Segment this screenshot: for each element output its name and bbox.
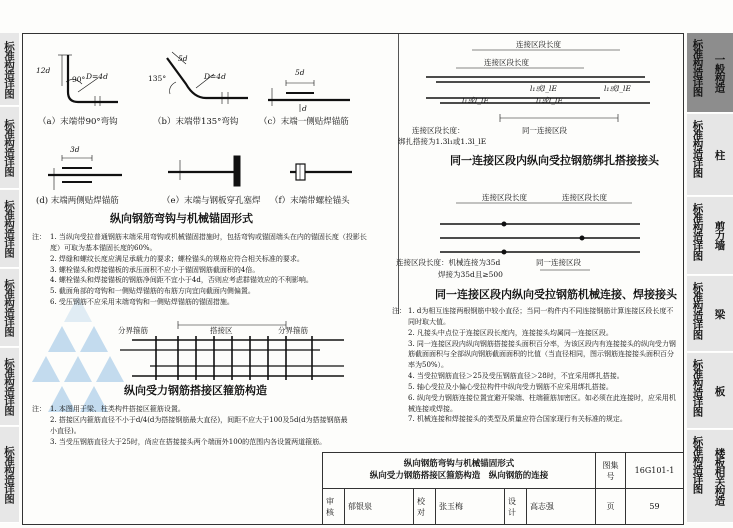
stirrup-note-item: 3. 当受压钢筋直径大于25时，尚应在搭接接头两个端面外100的范围内各设置两道箍筋。 [50,437,327,446]
mech-section-title: 同一连接区段内纵向受拉钢筋机械连接、焊接接头 [435,288,677,301]
dim-90-deg: 90° [72,75,86,84]
dim-135-deg: 135° [148,74,167,83]
atlas-label: 图集号 [596,453,626,489]
left-tab-label: 标准构造详图 [3,119,15,176]
dim-5d-c: 5d [295,68,305,77]
caption-double-weld: (d) 末端两侧贴焊锚筋 [36,196,119,206]
check-name: 张玉梅 [435,489,504,525]
left-tab-label: 标准构造详图 [3,358,15,415]
stirrup-notes [50,404,350,447]
page-label: 页 [596,489,626,525]
label-lap-zone: 搭接区 [210,326,233,335]
lap-note-1: 连接区段长度： [412,126,465,135]
anchor-note-item: 2. 焊缝和螺纹长度应满足承载力的要求；螺栓锚头的规格应符合相关标准的要求。 [50,254,304,263]
anchor-note-item: 5. 截面角部的弯钩和一侧贴焊锚筋的布筋方向宜向截面内侧偏置。 [50,287,255,296]
label-left-boundary-stirrup: 分界箍筋 [118,326,148,335]
mech-zone-length-right: 连接区段长度 [562,193,607,202]
right-tab-prefix: 标准构造详图 [691,203,704,260]
lap-note-2: 绑扎搭接为1.3l₁或1.3l_lE [398,137,487,146]
right-tab-prefix: 标准构造详图 [691,359,704,416]
lap-zone-length-mid: 连接区段长度 [484,58,529,67]
right-note-item: 5. 轴心受拉及小偏心受拉构件中纵向受力钢筋不应采用绑扎搭接。 [408,382,613,391]
mech-note-1: 连接区段长度：机械连接为35d [396,258,501,267]
double-weld-drawing [48,155,122,190]
anchor-note-item: 4. 螺栓锚头和焊接锚板的钢筋净间距不宜小于4d，否则应考虑群锚效应的不利影响。 [50,276,313,285]
stirrup-note-item: 1. 本图用于梁、柱类构件搭接区箍筋设置。 [50,405,185,413]
anchor-notes-head: 注： [32,233,46,241]
anchor-section-title: 纵向钢筋弯钩与机械锚固形式 [110,212,253,225]
right-tab-prefix: 标准构造详图 [691,120,704,177]
left-tab-label: 标准构造详图 [3,279,15,336]
dim-5d-b: 5d [178,54,188,63]
right-tab-label: 梁 [713,308,726,319]
stirrup-notes-head: 注： [32,405,46,413]
review-label: 审核 [323,489,345,525]
check-label: 校对 [413,489,435,525]
right-tab-label: 楼板相关构造 [713,447,726,505]
title-block-table [322,452,684,525]
lap-zone-length-top: 连接区段长度 [516,40,561,49]
lap-same-zone: 同一连接区段 [522,126,567,135]
right-tab-prefix: 标准构造详图 [691,282,704,339]
dim-d4d-b: D=4d [204,72,226,81]
stirrup-note-item: 2. 搭接区内箍筋直径不小于d/4(d为搭接钢筋最大直径)，间距不应大于100及5d(d为搭接钢筋最小直径)。 [50,415,348,435]
bolt-head-drawing [290,164,352,180]
anchor-note-item: 1. 当纵向受拉普通钢筋末端采用弯钩或机械锚固措施时，包括弯钩或锚固端头在内的锚固长度（投影长度）可取为基本锚固长度的60%。 [50,233,367,252]
plate-weld-drawing [168,156,240,186]
right-note-item: 2. 凡接头中点位于连接区段长度内，连接接头均属同一连接区段。 [408,328,613,337]
mech-note-2: 焊接为35d且≥500 [438,270,503,279]
right-tab-label: 柱 [713,149,726,160]
right-tab-label: 板 [713,385,726,396]
lap-length-2: l₁或l_lE [604,84,631,93]
dim-d-c: d [302,104,307,113]
label-right-boundary-stirrup: 分界箍筋 [278,326,308,335]
right-tab-prefix: 标准构造详图 [691,436,704,493]
right-note-item: 1. d为相互连接两根钢筋中较小直径；当同一构件内不同连接钢筋计算连接区段长度不同时取大值。 [408,307,674,326]
single-weld-drawing [268,80,350,112]
right-tab-prefix: 标准构造详图 [691,39,704,96]
caption-plate-weld: （e）末端与钢板穿孔塞焊 [162,196,261,206]
caption-bolt-head: （f）末端带螺栓锚头 [270,196,350,206]
lap-section-title: 同一连接区段内纵向受拉钢筋绑扎搭接接头 [450,154,659,167]
right-tab-label: 一般构造 [713,53,726,92]
left-tab-label: 标准构造详图 [3,446,15,503]
dim-3d: 3d [70,145,80,154]
anchor-note-item: 3. 螺栓锚头和焊接锚板的承压面积不应小于锚固钢筋截面积的4倍。 [50,265,260,274]
design-label: 设计 [504,489,526,525]
dim-12d: 12d [36,66,51,75]
title-line-2: 纵向受力钢筋搭接区箍筋构造 纵向钢筋的连接 [369,470,549,481]
anchor-notes [50,232,372,308]
right-note-item: 6. 纵向受力钢筋连接位置宜避开梁端、柱端箍筋加密区。如必须在此连接时，应采用机械连接或焊接。 [408,393,676,413]
lap-length-1: l₁或l_lE [530,84,557,93]
anchor-note-item: 6. 受压钢筋不应采用末端弯钩和一侧贴焊锚筋的锚固措施。 [50,298,234,307]
dim-d4d-a: D=4d [86,72,108,81]
caption-hook-135: （b）末端带135°弯钩 [153,117,239,127]
mech-same-zone: 同一连接区段 [536,258,581,267]
atlas-number: 16G101-1 [626,453,684,489]
right-notes-head: 注： [392,307,406,315]
design-name: 高志强 [526,489,595,525]
stirrup-section-title: 纵向受力钢筋搭接区箍筋构造 [124,384,267,397]
caption-single-weld: （c）末端一侧贴焊锚筋 [259,117,349,127]
left-tab-label: 标准构造详图 [3,200,15,257]
caption-hook-90: （a）末端带90°弯钩 [38,117,118,127]
lap-length-4: l₁或l_lE [536,96,563,105]
watermark-logo [32,296,124,412]
mech-zone-length-left: 连接区段长度 [482,193,527,202]
review-name: 郁银泉 [345,489,414,525]
right-note-item: 7. 机械连接和焊接接头的类型及质量应符合国家现行有关标准的规定。 [408,415,627,424]
right-tab-label: 剪力墙 [713,221,726,250]
left-tab-label: 标准构造详图 [3,40,15,98]
title-line-1: 纵向钢筋弯钩与机械锚固形式 [403,459,515,470]
lap-length-3: l₁或l_lE [462,96,489,105]
right-notes [408,306,678,425]
right-note-item: 3. 同一连接区段内纵向钢筋搭接接头面积百分率，为该区段内有连接接头的纵向受力钢筋截面面积与全部纵向钢筋截面面积的比值（当直径相同，图示钢筋连接接头面积百分率为50%）。 [408,339,676,370]
page-number: 59 [626,489,684,525]
right-note-item: 4. 当受拉钢筋直径＞25及受压钢筋直径＞28时，不宜采用绑扎搭接。 [408,372,624,381]
